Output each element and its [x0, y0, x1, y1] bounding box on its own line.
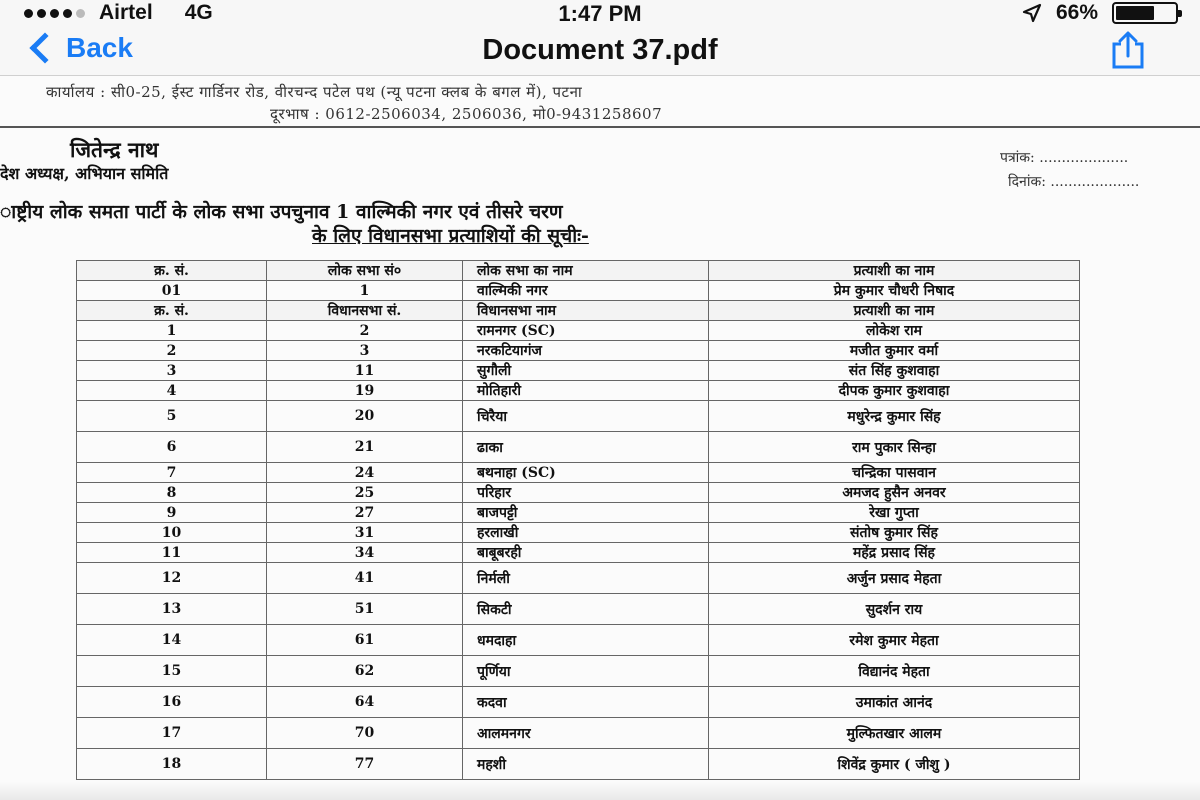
- sender-designation: देश अध्यक्ष, अभियान समिति: [0, 164, 169, 183]
- location-arrow-icon: [1022, 3, 1042, 23]
- table-row: [77, 341, 1080, 361]
- table-cell: 14: [77, 625, 267, 656]
- table-row: [77, 321, 1080, 341]
- table-row: [77, 361, 1080, 381]
- table-cell: मधुरेन्द्र कुमार सिंह: [709, 401, 1080, 432]
- table-cell: 2: [267, 321, 463, 341]
- table-cell: 11: [77, 543, 267, 563]
- back-label: Back: [66, 32, 133, 63]
- table-cell: 61: [267, 625, 463, 656]
- table-cell: सुगौली: [463, 361, 709, 381]
- table-cell: सिकटी: [463, 594, 709, 625]
- table-cell: बथनाहा (SC): [463, 463, 709, 483]
- table-cell: 12: [77, 563, 267, 594]
- date-field: दिनांक: ....................: [1008, 174, 1140, 190]
- table-cell: 6: [77, 432, 267, 463]
- status-bar: [0, 0, 1200, 26]
- table-cell: 5: [77, 401, 267, 432]
- table-cell: महशी: [463, 749, 709, 780]
- table-cell: अमजद हुसैन अनवर: [709, 483, 1080, 503]
- table-cell: क्र. सं.: [77, 261, 267, 281]
- table-cell: कदवा: [463, 687, 709, 718]
- table-cell: परिहार: [463, 483, 709, 503]
- table-cell: चन्द्रिका पासवान: [709, 463, 1080, 483]
- table-cell: राम पुकार सिन्हा: [709, 432, 1080, 463]
- table-row: [77, 463, 1080, 483]
- navigation-bar: [0, 26, 1200, 76]
- table-cell: नरकटियागंज: [463, 341, 709, 361]
- battery-icon: [1112, 2, 1178, 24]
- table-cell: 70: [267, 718, 463, 749]
- table-cell: आलमनगर: [463, 718, 709, 749]
- table-cell: 9: [77, 503, 267, 523]
- pdf-page[interactable]: [0, 76, 1200, 800]
- table-cell: रेखा गुप्ता: [709, 503, 1080, 523]
- table-row: [77, 594, 1080, 625]
- table-cell: 3: [267, 341, 463, 361]
- table-cell: क्र. सं.: [77, 301, 267, 321]
- table-cell: बाजपट्टी: [463, 503, 709, 523]
- table-cell: 24: [267, 463, 463, 483]
- office-address: कार्यालय : सी0-25, ईस्ट गार्डिनर रोड, वीरचन्द पटेल पथ (न्यू पटना क्लब के बगल में), पटना: [46, 83, 583, 101]
- table-cell: 15: [77, 656, 267, 687]
- battery-level-fill: [1116, 6, 1154, 20]
- table-cell: 17: [77, 718, 267, 749]
- table-cell: 51: [267, 594, 463, 625]
- table-cell: 41: [267, 563, 463, 594]
- table-cell: 7: [77, 463, 267, 483]
- table-cell: 20: [267, 401, 463, 432]
- carrier-name: Airtel: [99, 1, 153, 24]
- table-cell: शिवेंद्र कुमार ( जीशु ): [709, 749, 1080, 780]
- table-cell: महेंद्र प्रसाद सिंह: [709, 543, 1080, 563]
- table-cell: विद्यानंद मेहता: [709, 656, 1080, 687]
- reference-number: पत्रांक: ....................: [1000, 150, 1129, 166]
- table-cell: 10: [77, 523, 267, 543]
- table-cell: विधानसभा सं.: [267, 301, 463, 321]
- table-cell: 19: [267, 381, 463, 401]
- table-cell: धमदाहा: [463, 625, 709, 656]
- table-row: [77, 749, 1080, 780]
- table-cell: मोतिहारी: [463, 381, 709, 401]
- table-cell: रामनगर (SC): [463, 321, 709, 341]
- table-cell: 62: [267, 656, 463, 687]
- table-row: [77, 625, 1080, 656]
- table-cell: 3: [77, 361, 267, 381]
- table-cell: लोकेश राम: [709, 321, 1080, 341]
- status-right: [1022, 1, 1178, 25]
- table-row: [77, 718, 1080, 749]
- table-cell: 21: [267, 432, 463, 463]
- document-heading: ाष्ट्रीय लोक समता पार्टी के लोक सभा उपचुनाव 1 वाल्मिकी नगर एवं तीसरे चरण: [0, 201, 563, 223]
- table-cell: 11: [267, 361, 463, 381]
- table-cell: मुल्फितखार आलम: [709, 718, 1080, 749]
- table-cell: 2: [77, 341, 267, 361]
- table-cell: अर्जुन प्रसाद मेहता: [709, 563, 1080, 594]
- table-cell: दीपक कुमार कुशवाहा: [709, 381, 1080, 401]
- letterhead-divider: [0, 126, 1200, 128]
- table-cell: मजीत कुमार वर्मा: [709, 341, 1080, 361]
- table-row: [77, 563, 1080, 594]
- table-row: [77, 656, 1080, 687]
- vidhan-sabha-header-row: [77, 301, 1080, 321]
- table-cell: हरलाखी: [463, 523, 709, 543]
- table-cell: 27: [267, 503, 463, 523]
- table-cell: 4: [77, 381, 267, 401]
- candidate-table: [76, 260, 1080, 780]
- table-cell: बाबूबरही: [463, 543, 709, 563]
- table-cell: लोक सभा सं०: [267, 261, 463, 281]
- office-phone: दूरभाष : 0612-2506034, 2506036, मो0-9431258607: [270, 105, 663, 123]
- table-row: [77, 543, 1080, 563]
- network-type: 4G: [184, 1, 213, 24]
- table-cell: संत सिंह कुशवाहा: [709, 361, 1080, 381]
- table-cell: 34: [267, 543, 463, 563]
- document-title: Document 37.pdf: [482, 34, 718, 66]
- table-cell: 8: [77, 483, 267, 503]
- table-cell: प्रत्याशी का नाम: [709, 301, 1080, 321]
- share-icon: [1108, 30, 1148, 70]
- share-button[interactable]: [1108, 30, 1148, 74]
- clock: 1:47 PM: [558, 1, 642, 26]
- table-row: [77, 503, 1080, 523]
- table-cell: 1: [267, 281, 463, 301]
- lok-sabha-row: [77, 281, 1080, 301]
- document-subheading: के लिए विधानसभा प्रत्याशियों की सूचीः-: [312, 225, 589, 247]
- table-cell: चिरैया: [463, 401, 709, 432]
- table-cell: सुदर्शन राय: [709, 594, 1080, 625]
- battery-percent: 66%: [1055, 1, 1098, 24]
- table-cell: 1: [77, 321, 267, 341]
- table-cell: विधानसभा नाम: [463, 301, 709, 321]
- table-row: [77, 687, 1080, 718]
- table-row: [77, 432, 1080, 463]
- table-cell: वाल्मिकी नगर: [463, 281, 709, 301]
- table-cell: 13: [77, 594, 267, 625]
- page-bottom-edge: [0, 782, 1200, 800]
- table-cell: 77: [267, 749, 463, 780]
- table-cell: निर्मली: [463, 563, 709, 594]
- table-cell: 18: [77, 749, 267, 780]
- lok-sabha-header-row: [77, 261, 1080, 281]
- table-cell: लोक सभा का नाम: [463, 261, 709, 281]
- table-cell: प्रेम कुमार चौधरी निषाद: [709, 281, 1080, 301]
- table-cell: ढाका: [463, 432, 709, 463]
- table-row: [77, 401, 1080, 432]
- table-cell: 16: [77, 687, 267, 718]
- table-cell: संतोष कुमार सिंह: [709, 523, 1080, 543]
- table-row: [77, 523, 1080, 543]
- table-cell: रमेश कुमार मेहता: [709, 625, 1080, 656]
- table-cell: पूर्णिया: [463, 656, 709, 687]
- table-cell: 25: [267, 483, 463, 503]
- table-cell: प्रत्याशी का नाम: [709, 261, 1080, 281]
- sender-name: जितेन्द्र नाथ: [70, 137, 159, 162]
- table-cell: 01: [77, 281, 267, 301]
- table-cell: 64: [267, 687, 463, 718]
- table-cell: 31: [267, 523, 463, 543]
- table-cell: उमाकांत आनंद: [709, 687, 1080, 718]
- table-row: [77, 381, 1080, 401]
- table-row: [77, 483, 1080, 503]
